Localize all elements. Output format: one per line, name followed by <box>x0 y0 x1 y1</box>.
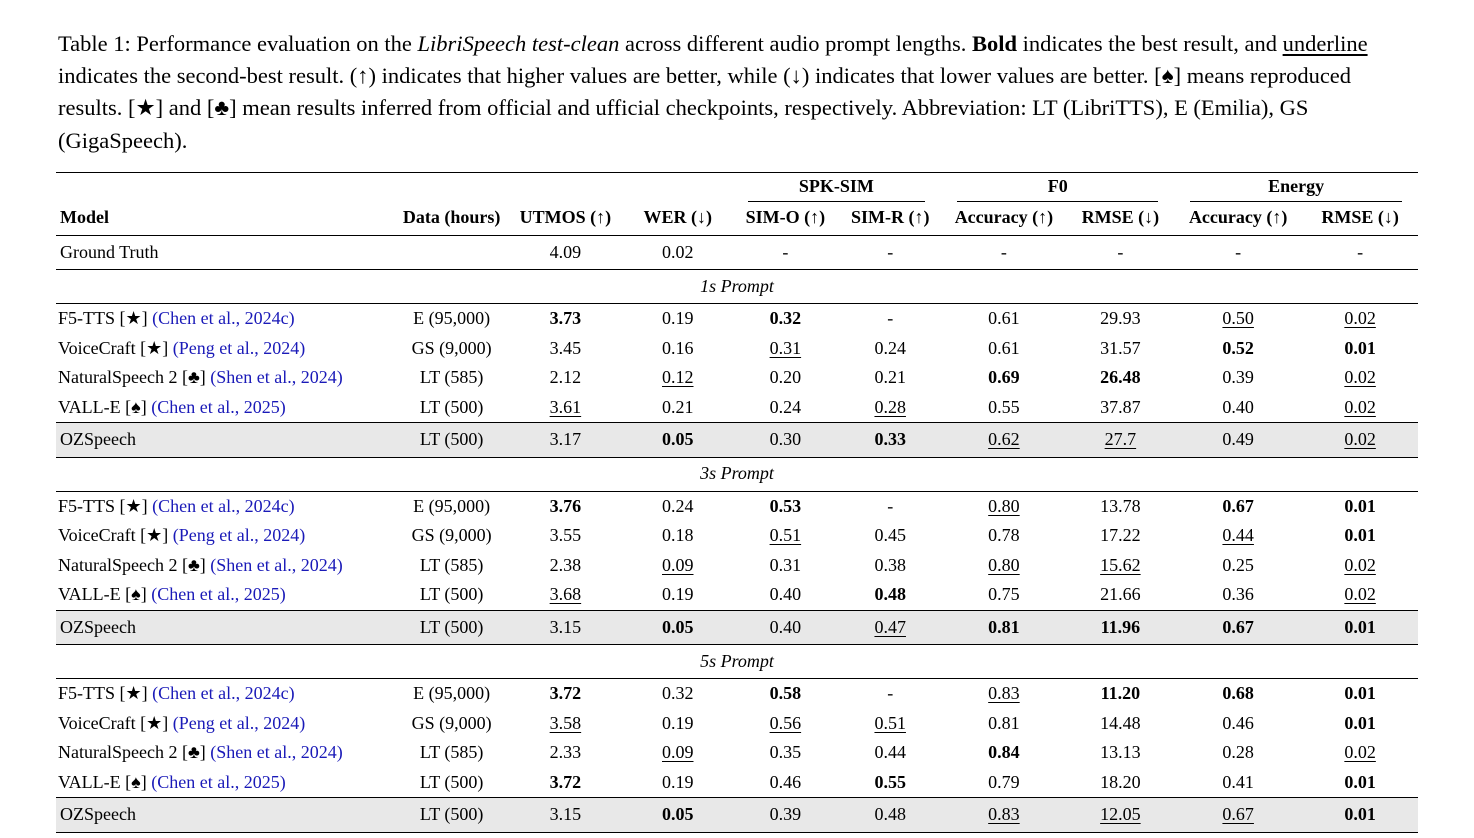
section-label: 1s Prompt <box>700 275 774 296</box>
metric-cell: 0.40 <box>769 584 802 605</box>
section-label-row <box>56 645 1418 679</box>
caption-segment: indicates the best result, and <box>1017 31 1283 56</box>
metric-cell: 0.67 <box>1222 616 1254 637</box>
metric-cell: 0.56 <box>769 712 802 733</box>
metric-cell: 26.48 <box>1100 367 1141 388</box>
metric-cell: 0.61 <box>988 337 1020 358</box>
metric-cell: 0.51 <box>874 712 906 733</box>
group-header-f0 <box>941 172 1174 202</box>
model-cell <box>56 363 397 393</box>
metric-cell: 0.39 <box>769 804 802 825</box>
metric-cell: 18.20 <box>1100 771 1141 792</box>
data-hours-cell: LT (500) <box>419 616 484 637</box>
metric-cell: 0.80 <box>988 554 1020 575</box>
column-header: WER (↓) <box>643 206 712 227</box>
citation-link[interactable]: (Peng et al., 2024) <box>172 337 306 358</box>
metric-cell: 3.55 <box>549 525 582 546</box>
metric-cell: 0.36 <box>1222 584 1254 605</box>
metric-cell: 14.48 <box>1100 712 1141 733</box>
data-hours-cell: LT (500) <box>419 804 484 825</box>
metric-cell: 0.01 <box>1344 525 1376 546</box>
data-hours-cell: LT (585) <box>419 554 484 575</box>
metric-cell: 0.01 <box>1344 771 1376 792</box>
data-hours-cell: GS (9,000) <box>411 712 492 733</box>
model-cell <box>56 334 397 364</box>
metric-cell: 0.02 <box>1344 584 1376 605</box>
metric-cell: 3.72 <box>549 683 582 704</box>
metric-cell: 0.46 <box>1222 712 1254 733</box>
model-name: OZSpeech <box>60 616 136 637</box>
model-cell <box>56 304 397 334</box>
table-header <box>56 172 1418 235</box>
table-row <box>56 679 1418 709</box>
model-cell <box>56 798 397 833</box>
table-row <box>56 521 1418 551</box>
citation-link[interactable]: (Chen et al., 2024c) <box>152 495 295 516</box>
metric-cell: 4.09 <box>549 241 582 262</box>
metric-cell: 0.01 <box>1344 495 1376 516</box>
metric-cell: 27.7 <box>1104 429 1137 450</box>
model-cell <box>56 709 397 739</box>
metric-cell: - <box>887 241 894 262</box>
citation-link[interactable]: (Peng et al., 2024) <box>172 525 306 546</box>
column-header: Accuracy (↑) <box>954 206 1054 227</box>
metric-cell: 0.24 <box>769 396 802 417</box>
metric-cell: 0.49 <box>1222 429 1254 450</box>
metric-cell: 0.58 <box>769 683 802 704</box>
metric-cell: 12.05 <box>1100 804 1141 825</box>
data-hours-cell: LT (500) <box>419 584 484 605</box>
metric-cell: 2.33 <box>549 742 582 763</box>
citation-link[interactable]: (Chen et al., 2024c) <box>152 308 295 329</box>
table-row <box>56 551 1418 581</box>
model-name: VoiceCraft [★] <box>58 525 169 546</box>
group-header-spk-sim <box>732 172 942 202</box>
metric-cell: - <box>887 683 894 704</box>
table-body <box>56 235 1418 832</box>
metric-cell: 0.19 <box>662 308 694 329</box>
metric-cell: 0.19 <box>662 584 694 605</box>
metric-cell: 0.01 <box>1344 337 1376 358</box>
citation-link[interactable]: (Chen et al., 2025) <box>151 396 286 417</box>
section-label-row <box>56 457 1418 491</box>
table-caption <box>58 28 1416 157</box>
table-row <box>56 738 1418 768</box>
metric-cell: 0.02 <box>1344 367 1376 388</box>
metric-cell: 0.44 <box>874 742 906 763</box>
model-name: OZSpeech <box>60 429 136 450</box>
metric-cell: 0.62 <box>988 429 1020 450</box>
model-name: VALL-E [♠] <box>58 771 147 792</box>
metric-cell: 0.20 <box>769 367 802 388</box>
metric-cell: 0.46 <box>769 771 802 792</box>
metric-cell: 0.55 <box>874 771 906 792</box>
column-header: RMSE (↓) <box>1321 206 1399 227</box>
metric-cell: 0.21 <box>662 396 694 417</box>
table-row <box>56 580 1418 610</box>
metric-cell: 0.02 <box>1344 554 1376 575</box>
metric-cell: 11.20 <box>1100 683 1141 704</box>
metric-cell: 0.16 <box>662 337 694 358</box>
metric-cell: 0.31 <box>769 337 802 358</box>
metric-cell: 0.75 <box>988 584 1020 605</box>
metric-cell: 0.45 <box>874 525 906 546</box>
citation-link[interactable]: (Chen et al., 2025) <box>151 584 286 605</box>
table-row <box>56 334 1418 364</box>
model-cell <box>56 610 397 645</box>
metric-cell: 11.96 <box>1100 616 1141 637</box>
citation-link[interactable]: (Shen et al., 2024) <box>210 742 343 763</box>
metric-cell: 0.50 <box>1222 308 1254 329</box>
group-header-spacer <box>56 172 732 202</box>
metric-cell: 0.32 <box>662 683 694 704</box>
metric-cell: 0.39 <box>1222 367 1254 388</box>
metric-cell: 0.53 <box>769 495 802 516</box>
column-header: Accuracy (↑) <box>1188 206 1288 227</box>
metric-cell: 0.81 <box>988 712 1020 733</box>
metric-cell: 0.01 <box>1344 683 1376 704</box>
data-hours-cell: LT (500) <box>419 771 484 792</box>
metric-cell: 0.24 <box>874 337 906 358</box>
metric-cell: 0.01 <box>1344 712 1376 733</box>
metric-cell: 0.47 <box>874 616 906 637</box>
model-cell <box>56 580 397 610</box>
model-name: NaturalSpeech 2 [♣] <box>58 554 206 575</box>
table-row <box>56 491 1418 521</box>
model-name: VoiceCraft [★] <box>58 712 169 733</box>
metric-cell: 0.28 <box>874 396 906 417</box>
citation-link[interactable]: (Shen et al., 2024) <box>210 554 343 575</box>
model-name: VoiceCraft [★] <box>58 337 169 358</box>
metric-cell: 3.73 <box>549 308 582 329</box>
caption-segment: Table 1: Performance evaluation on the <box>58 31 418 56</box>
metric-cell: 37.87 <box>1100 396 1141 417</box>
metric-cell: 29.93 <box>1100 308 1141 329</box>
metric-cell: 17.22 <box>1100 525 1141 546</box>
group-header-label: Energy <box>1190 175 1402 202</box>
metric-cell: 0.67 <box>1222 495 1254 516</box>
data-hours-cell: GS (9,000) <box>411 337 492 358</box>
data-hours-cell: LT (585) <box>419 742 484 763</box>
column-header: UTMOS (↑) <box>519 206 612 227</box>
citation-link[interactable]: (Peng et al., 2024) <box>172 712 306 733</box>
citation-link[interactable]: (Shen et al., 2024) <box>210 367 343 388</box>
metric-cell: - <box>887 308 894 329</box>
caption-segment: across different audio prompt lengths. <box>619 31 973 56</box>
model-cell <box>56 423 397 458</box>
table-row <box>56 423 1418 458</box>
model-cell <box>56 521 397 551</box>
model-cell <box>56 679 397 709</box>
metric-cell: 0.33 <box>874 429 906 450</box>
group-header-label: F0 <box>957 175 1158 202</box>
metric-cell: 0.31 <box>769 554 802 575</box>
table-row <box>56 709 1418 739</box>
metric-cell: - <box>1117 241 1124 262</box>
citation-link[interactable]: (Chen et al., 2024c) <box>152 683 295 704</box>
metric-cell: 0.35 <box>769 742 802 763</box>
table-row <box>56 798 1418 833</box>
metric-cell: 0.48 <box>874 584 906 605</box>
metric-cell: 0.67 <box>1222 804 1254 825</box>
model-cell <box>56 393 397 423</box>
model-name: Ground Truth <box>60 241 159 262</box>
column-header: Model <box>60 206 109 227</box>
metric-cell: 3.76 <box>549 495 582 516</box>
metric-cell: 0.83 <box>988 804 1020 825</box>
data-hours-cell: E (95,000) <box>413 683 491 704</box>
table-row <box>56 235 1418 270</box>
metric-cell: 0.19 <box>662 771 694 792</box>
column-header: SIM-O (↑) <box>745 206 826 227</box>
metric-cell: 0.40 <box>1222 396 1254 417</box>
model-cell <box>56 738 397 768</box>
metric-cell: 0.40 <box>769 616 802 637</box>
data-hours-cell: E (95,000) <box>413 308 491 329</box>
table-row <box>56 363 1418 393</box>
metric-cell: 0.30 <box>769 429 802 450</box>
metric-cell: 0.79 <box>988 771 1020 792</box>
metric-cell: 0.02 <box>1344 308 1376 329</box>
section-label: 3s Prompt <box>700 463 774 484</box>
model-name: F5-TTS [★] <box>58 308 148 329</box>
caption-segment: indicates the second-best result. (↑) indicates that higher values are better, while (↓) indicates that lower values are better. [♠] means reproduced results. [★] and [♣] mean results inferred from official and ufficial checkpoints, respectively. Abbreviation: LT (LibriTTS), E (Emilia), GS (GigaSpeech). <box>58 63 1352 153</box>
data-hours-cell: LT (500) <box>419 396 484 417</box>
metric-cell: 0.52 <box>1222 337 1254 358</box>
metric-cell: - <box>1000 241 1007 262</box>
metric-cell: - <box>887 495 894 516</box>
metric-cell: 0.19 <box>662 712 694 733</box>
data-hours-cell: E (95,000) <box>413 495 491 516</box>
metric-cell: 0.05 <box>662 616 694 637</box>
column-header: Data (hours) <box>402 206 501 227</box>
metric-cell: 0.02 <box>1344 396 1376 417</box>
metric-cell: 0.44 <box>1222 525 1254 546</box>
model-name: OZSpeech <box>60 804 136 825</box>
metric-cell: 0.24 <box>662 495 694 516</box>
caption-segment: LibriSpeech test-clean <box>417 31 620 56</box>
metric-cell: 13.13 <box>1100 742 1141 763</box>
table-row <box>56 768 1418 798</box>
metric-cell: 0.78 <box>988 525 1020 546</box>
data-hours-cell: GS (9,000) <box>411 525 492 546</box>
metric-cell: 0.48 <box>874 804 906 825</box>
metric-cell: 0.61 <box>988 308 1020 329</box>
data-hours-cell <box>397 235 507 270</box>
data-hours-cell: LT (585) <box>419 367 484 388</box>
metric-cell: 2.38 <box>549 554 582 575</box>
metric-cell: 0.01 <box>1344 804 1376 825</box>
metric-cell: 3.61 <box>549 396 582 417</box>
table-row <box>56 393 1418 423</box>
metric-cell: 0.02 <box>1344 429 1376 450</box>
model-name: F5-TTS [★] <box>58 683 148 704</box>
metric-cell: 0.55 <box>988 396 1020 417</box>
metric-cell: 3.15 <box>549 616 582 637</box>
column-header-row <box>56 202 1418 236</box>
metric-cell: 0.09 <box>662 742 694 763</box>
metric-cell: 0.28 <box>1222 742 1254 763</box>
section-label-row <box>56 270 1418 304</box>
metric-cell: 3.45 <box>549 337 582 358</box>
group-header-row <box>56 172 1418 202</box>
column-header: RMSE (↓) <box>1081 206 1160 227</box>
metric-cell: 3.58 <box>549 712 582 733</box>
metric-cell: 3.17 <box>549 429 582 450</box>
metric-cell: 0.21 <box>874 367 906 388</box>
metric-cell: - <box>782 241 789 262</box>
model-name: F5-TTS [★] <box>58 495 148 516</box>
metric-cell: 3.72 <box>549 771 582 792</box>
metric-cell: 0.68 <box>1222 683 1254 704</box>
metric-cell: 2.12 <box>549 367 582 388</box>
group-header-energy <box>1174 172 1418 202</box>
metric-cell: 0.83 <box>988 683 1020 704</box>
table-row <box>56 304 1418 334</box>
metric-cell: 0.84 <box>988 742 1020 763</box>
metric-cell: 0.01 <box>1344 616 1376 637</box>
metric-cell: 0.25 <box>1222 554 1254 575</box>
metric-cell: 13.78 <box>1100 495 1141 516</box>
caption-segment: Bold <box>972 31 1018 56</box>
metric-cell: 3.15 <box>549 804 582 825</box>
metric-cell: 0.81 <box>988 616 1020 637</box>
metric-cell: 0.05 <box>662 804 694 825</box>
model-cell <box>56 768 397 798</box>
metric-cell: 0.09 <box>662 554 694 575</box>
metric-cell: - <box>1235 241 1242 262</box>
metric-cell: 0.02 <box>662 241 694 262</box>
model-cell <box>56 235 397 270</box>
results-table <box>56 172 1418 833</box>
table-row <box>56 610 1418 645</box>
metric-cell: 31.57 <box>1100 337 1141 358</box>
column-header: SIM-R (↑) <box>850 206 930 227</box>
model-cell <box>56 551 397 581</box>
metric-cell: 0.69 <box>988 367 1020 388</box>
model-name: VALL-E [♠] <box>58 396 147 417</box>
group-header-label: SPK-SIM <box>748 175 926 202</box>
metric-cell: 0.41 <box>1222 771 1254 792</box>
metric-cell: - <box>1357 241 1364 262</box>
metric-cell: 0.80 <box>988 495 1020 516</box>
metric-cell: 0.05 <box>662 429 694 450</box>
metric-cell: 0.38 <box>874 554 906 575</box>
metric-cell: 0.02 <box>1344 742 1376 763</box>
model-name: NaturalSpeech 2 [♣] <box>58 742 206 763</box>
section-label: 5s Prompt <box>700 650 774 671</box>
data-hours-cell: LT (500) <box>419 429 484 450</box>
metric-cell: 15.62 <box>1100 554 1141 575</box>
metric-cell: 0.18 <box>662 525 694 546</box>
caption-segment: underline <box>1282 31 1368 56</box>
citation-link[interactable]: (Chen et al., 2025) <box>151 771 286 792</box>
model-name: VALL-E [♠] <box>58 584 147 605</box>
metric-cell: 0.12 <box>662 367 694 388</box>
metric-cell: 3.68 <box>549 584 582 605</box>
metric-cell: 21.66 <box>1100 584 1141 605</box>
metric-cell: 0.32 <box>769 308 802 329</box>
model-name: NaturalSpeech 2 [♣] <box>58 367 206 388</box>
model-cell <box>56 491 397 521</box>
metric-cell: 0.51 <box>769 525 802 546</box>
